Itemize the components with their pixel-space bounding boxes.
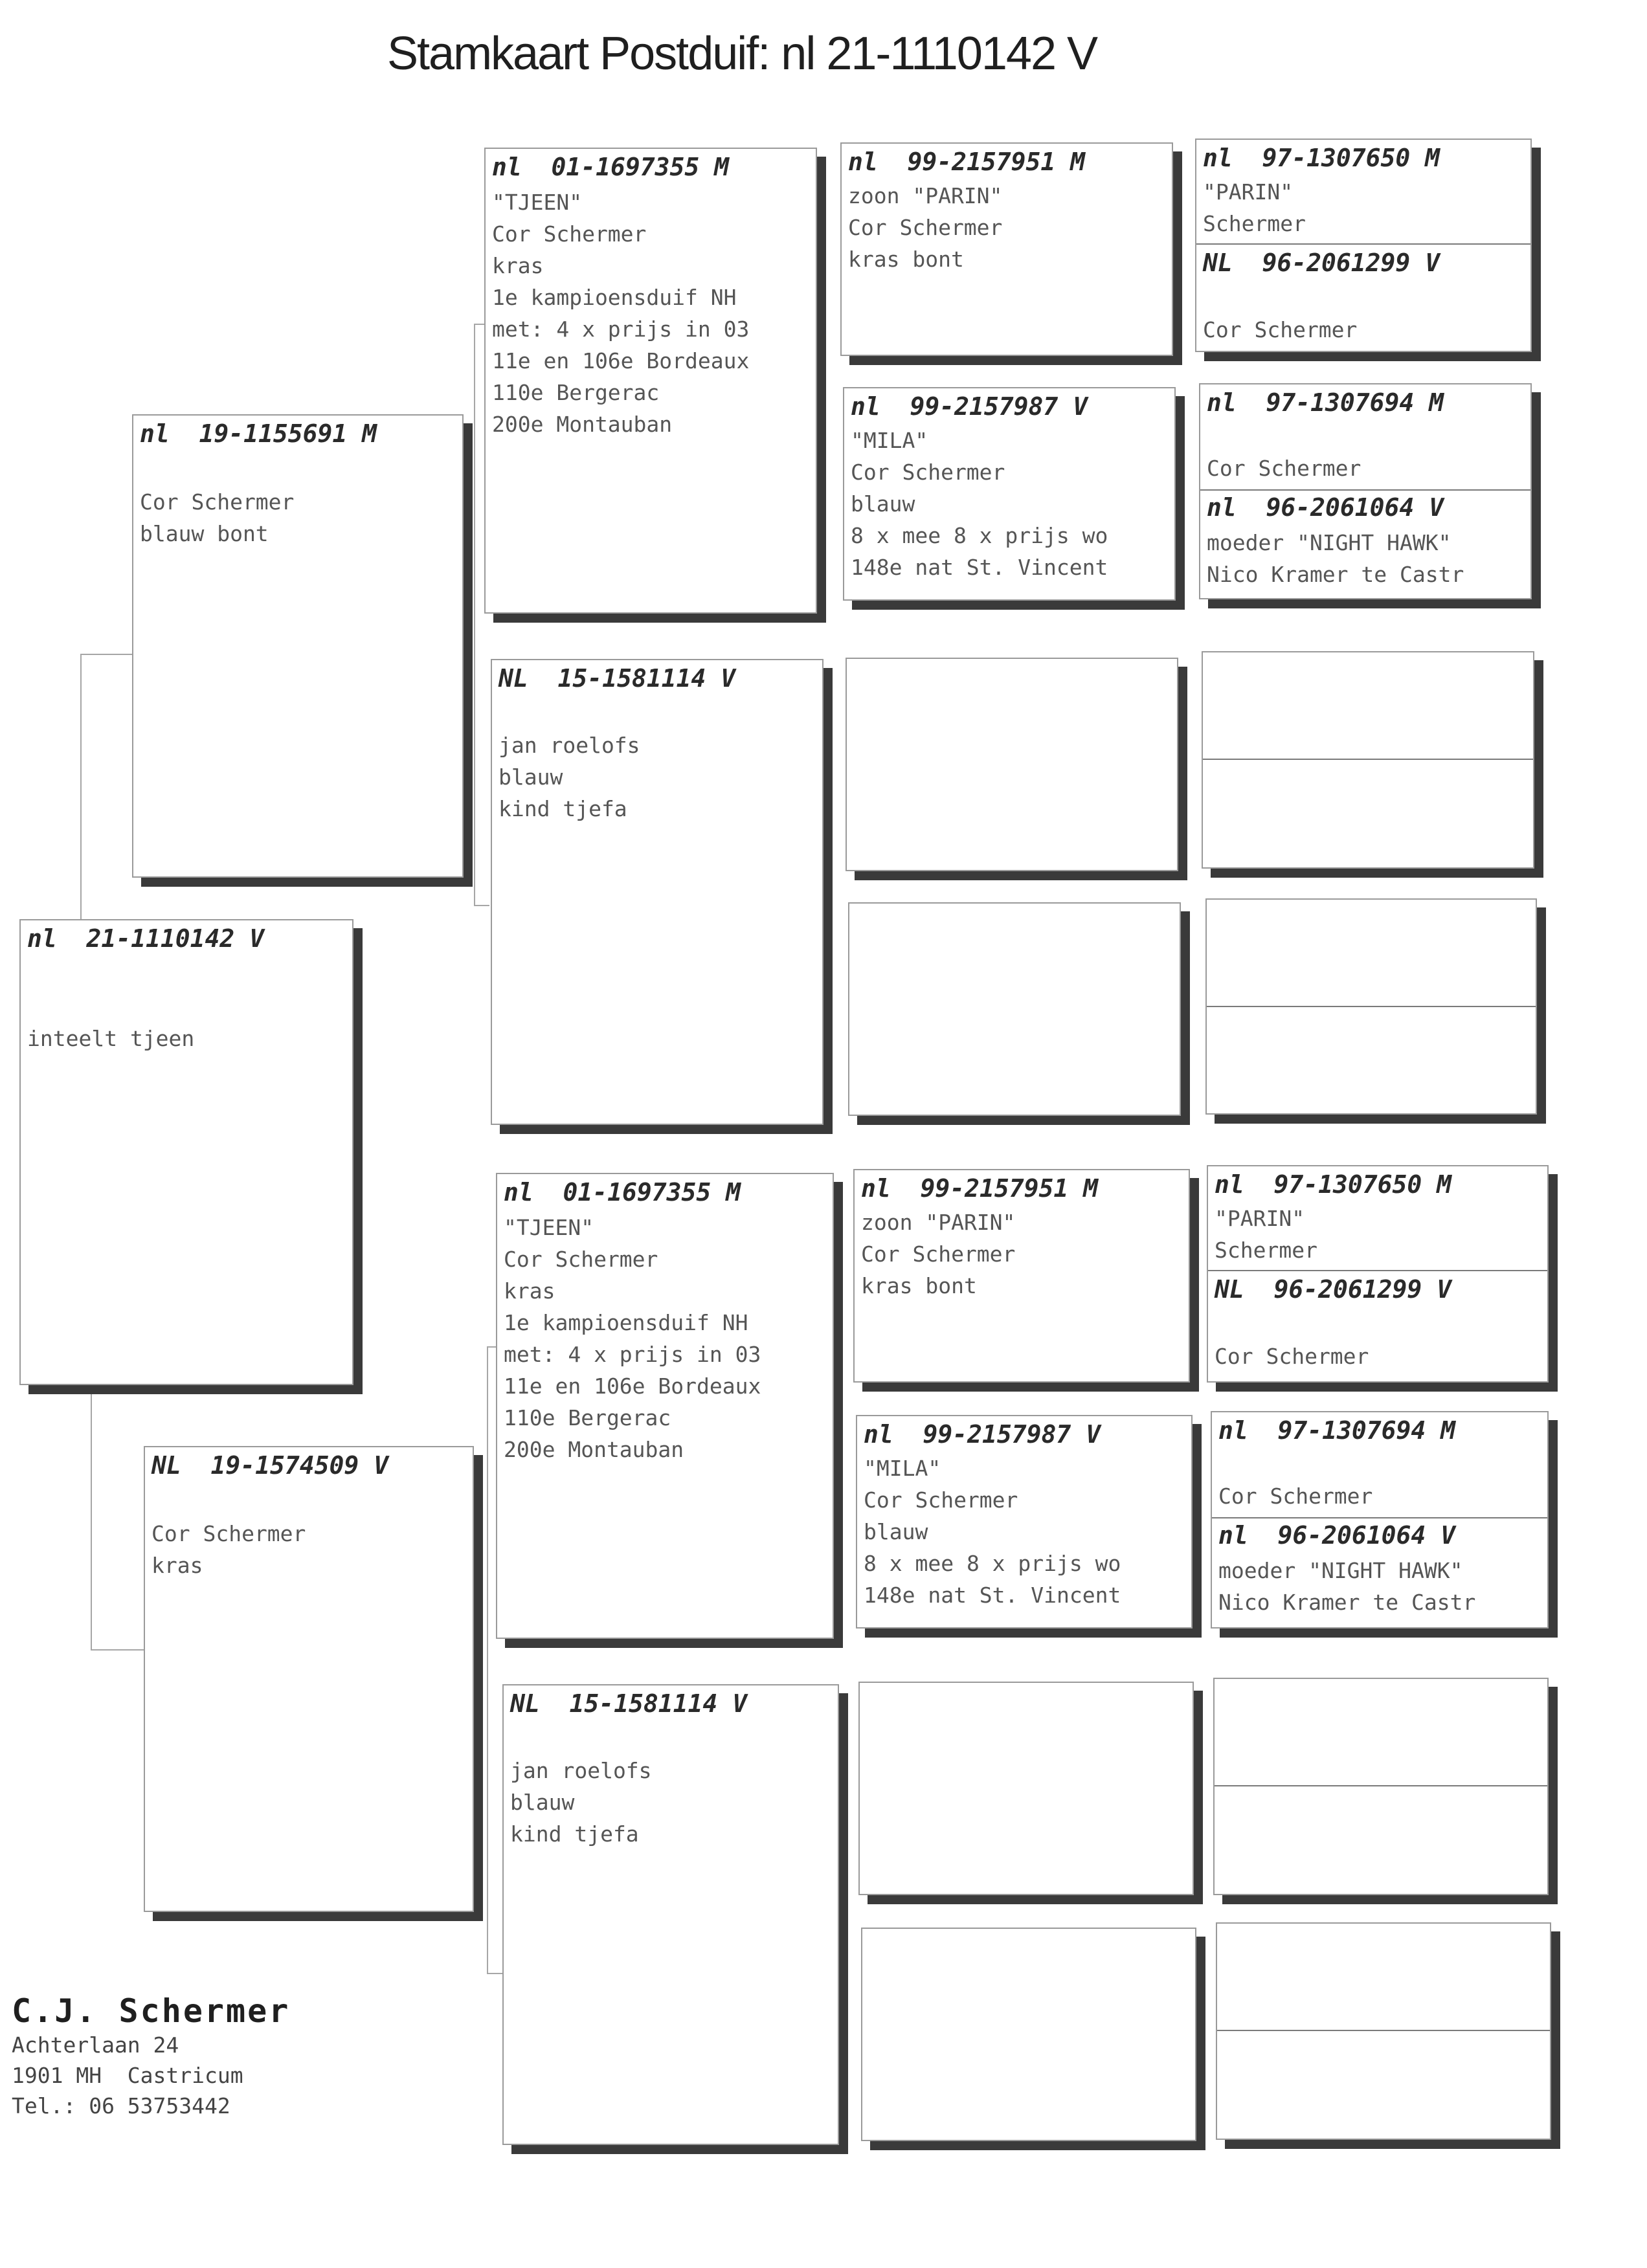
ring-number: NL 96-2061299 V — [1215, 1275, 1452, 1304]
ring-number: nl 96-2061064 V — [1218, 1521, 1456, 1550]
card-line: "PARIN" — [1203, 179, 1294, 205]
ring-number: nl 97-1307694 M — [1207, 388, 1444, 417]
card-line: kras bont — [861, 1273, 977, 1298]
card-line: moeder "NIGHT HAWK" — [1218, 1558, 1463, 1583]
owner-city: 1901 MH Castricum — [12, 2063, 243, 2088]
empty-card — [1202, 651, 1534, 869]
card-line: 110e Bergerac — [504, 1405, 671, 1430]
ring-number: nl 97-1307650 M — [1215, 1170, 1452, 1199]
card-line: "PARIN" — [1215, 1206, 1305, 1231]
empty-card — [1205, 898, 1537, 1115]
card-line: 11e en 106e Bordeaux — [504, 1373, 761, 1399]
card-line: blauw — [864, 1519, 928, 1544]
subject-card — [19, 919, 353, 1385]
card-line: "MILA" — [864, 1456, 941, 1481]
card-line: Schermer — [1203, 211, 1306, 236]
ring-number: NL 15-1581114 V — [499, 664, 736, 693]
card-line — [27, 959, 348, 991]
card-line: zoon "PARIN" — [861, 1210, 1016, 1235]
card-line: 1e kampioensduif NH — [492, 285, 737, 310]
card-line: Cor Schermer — [861, 1241, 1016, 1267]
ring-number: NL 96-2061299 V — [1203, 249, 1440, 277]
card-line: Cor Schermer — [864, 1487, 1018, 1513]
ring-number: nl 99-2157987 V — [851, 392, 1088, 421]
ring-number: nl 21-1110142 V — [27, 924, 265, 953]
card-line: kras bont — [848, 247, 964, 272]
card-line: blauw bont — [140, 521, 269, 546]
empty-card — [1213, 1678, 1549, 1895]
ring-number: nl 99-2157987 V — [864, 1420, 1101, 1449]
card-line: zoon "PARIN" — [848, 183, 1003, 208]
great-grandparent-card — [843, 387, 1176, 601]
grandsire-card — [484, 148, 817, 614]
ring-number: nl 99-2157951 M — [861, 1174, 1099, 1203]
card-line: 148e nat St. Vincent — [864, 1583, 1121, 1608]
card-line: 148e nat St. Vincent — [851, 555, 1108, 580]
card-line — [510, 1723, 834, 1755]
card-line — [1207, 421, 1527, 452]
owner-address: Achterlaan 24 — [12, 2032, 179, 2058]
card-line: Cor Schermer — [1215, 1344, 1369, 1369]
card-line — [1203, 282, 1527, 314]
owner-phone: Tel.: 06 53753442 — [12, 2093, 230, 2118]
card-line — [1215, 1309, 1543, 1340]
card-divider — [1217, 2030, 1550, 2031]
connector-bracket — [80, 654, 132, 939]
great-great-grandparent-card — [1199, 383, 1532, 599]
ring-number: nl 99-2157951 M — [848, 148, 1086, 176]
great-grandparent-card — [840, 142, 1173, 356]
ring-number: NL 19-1574509 V — [151, 1451, 389, 1480]
great-great-grandparent-card — [1211, 1411, 1549, 1629]
card-line: Schermer — [1215, 1238, 1317, 1263]
card-line — [151, 1486, 469, 1518]
ring-number: nl 97-1307650 M — [1203, 144, 1440, 172]
great-grandparent-card — [853, 1169, 1190, 1383]
card-divider — [1203, 759, 1533, 760]
card-line — [1218, 1449, 1543, 1480]
card-divider — [1212, 1517, 1547, 1518]
card-line: 200e Montauban — [492, 412, 673, 437]
owner-info — [12, 1992, 290, 2121]
card-line: blauw — [510, 1790, 575, 1815]
card-divider — [1196, 243, 1530, 245]
great-grandparent-card — [856, 1415, 1193, 1629]
card-line: 110e Bergerac — [492, 380, 660, 405]
empty-card — [858, 1682, 1194, 1895]
card-line — [140, 454, 458, 486]
card-line: jan roelofs — [499, 733, 640, 758]
dam-card — [144, 1446, 474, 1912]
card-line: Cor Schermer — [504, 1247, 658, 1272]
card-line: Cor Schermer — [1207, 456, 1361, 481]
page-title: Stamkaart Postduif: nl 21-1110142 V — [387, 28, 1097, 80]
card-line: met: 4 x prijs in 03 — [504, 1342, 761, 1367]
card-line: Cor Schermer — [848, 215, 1003, 240]
card-line: blauw — [851, 491, 915, 517]
empty-card — [861, 1928, 1196, 2141]
card-line: "TJEEN" — [504, 1215, 594, 1240]
card-divider — [1208, 1270, 1547, 1271]
ring-number: NL 15-1581114 V — [510, 1689, 748, 1718]
card-line: met: 4 x prijs in 03 — [492, 317, 750, 342]
card-line: blauw — [499, 764, 563, 790]
ring-number: nl 01-1697355 M — [504, 1178, 741, 1206]
card-line: kras — [492, 253, 544, 278]
ring-number: nl 01-1697355 M — [492, 153, 730, 181]
granddam-card — [491, 659, 824, 1125]
card-line: Nico Kramer te Castr — [1207, 562, 1464, 587]
card-line: kind tjefa — [510, 1821, 639, 1847]
card-line: Cor Schermer — [1218, 1484, 1373, 1509]
card-line: Cor Schermer — [1203, 317, 1358, 342]
empty-card — [846, 658, 1178, 871]
card-divider — [1207, 1006, 1536, 1007]
great-great-grandparent-card — [1195, 139, 1532, 352]
card-line: "MILA" — [851, 428, 928, 453]
grandsire-card — [496, 1173, 834, 1639]
card-line: kras — [151, 1553, 203, 1578]
card-line: 8 x mee 8 x prijs wo — [864, 1551, 1121, 1576]
card-divider — [1215, 1785, 1547, 1786]
card-line: 11e en 106e Bordeaux — [492, 348, 750, 373]
card-line: 1e kampioensduif NH — [504, 1310, 748, 1335]
card-line: Cor Schermer — [851, 460, 1005, 485]
connector-bracket — [91, 1372, 144, 1651]
granddam-card — [502, 1684, 839, 2145]
card-divider — [1200, 489, 1530, 491]
card-line: Cor Schermer — [151, 1521, 306, 1546]
card-line: Nico Kramer te Castr — [1218, 1590, 1476, 1615]
sire-card — [132, 414, 464, 878]
empty-card — [1216, 1922, 1551, 2140]
owner-name: C.J. Schermer — [12, 1992, 291, 2030]
card-line: "TJEEN" — [492, 190, 583, 215]
card-line: moeder "NIGHT HAWK" — [1207, 530, 1451, 555]
card-line: kras — [504, 1278, 555, 1304]
card-line: inteelt tjeen — [27, 1026, 195, 1051]
great-great-grandparent-card — [1207, 1165, 1549, 1383]
ring-number: nl 96-2061064 V — [1207, 493, 1444, 522]
card-line: 200e Montauban — [504, 1437, 684, 1462]
card-line — [499, 698, 818, 729]
card-line: Cor Schermer — [492, 221, 647, 247]
empty-card — [848, 902, 1181, 1116]
card-line: Cor Schermer — [140, 489, 295, 515]
card-line — [27, 991, 348, 1023]
ring-number: nl 97-1307694 M — [1218, 1416, 1456, 1445]
card-line: jan roelofs — [510, 1758, 652, 1783]
ring-number: nl 19-1155691 M — [140, 419, 377, 448]
card-line: kind tjefa — [499, 796, 627, 821]
card-line: 8 x mee 8 x prijs wo — [851, 523, 1108, 548]
